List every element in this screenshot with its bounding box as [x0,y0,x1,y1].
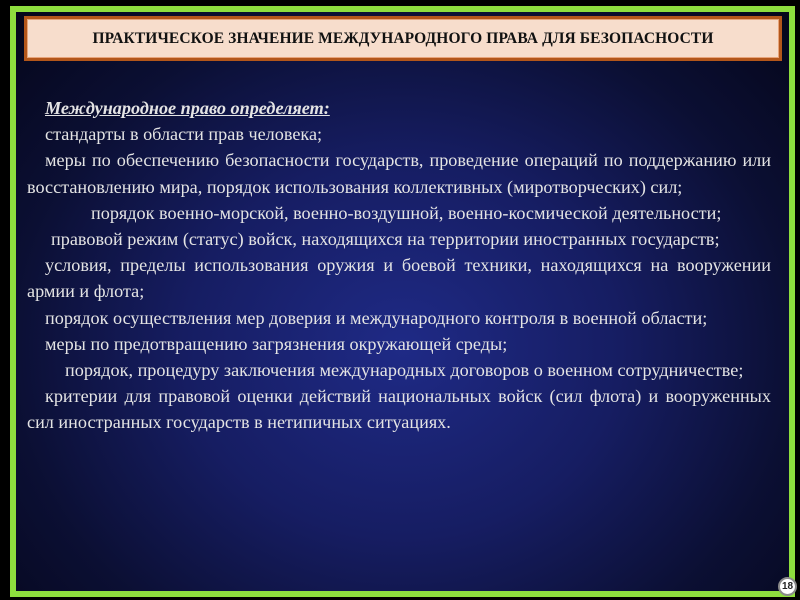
list-heading: Международное право определяет: [45,98,330,118]
content-body [27,95,771,436]
list-item: порядок осуществления мер доверия и международного контроля в военной области; [45,307,708,328]
list-item: порядок, процедуру заключения международных договоров о военном сотрудничестве; [65,360,744,381]
list-item: критерии для правовой оценки действий национальных войск (сил флота) и вооруженных сил иностранных государств в нетипичных ситуациях. [27,386,771,433]
list-item: меры по обеспечению безопасности государств, проведение операций по поддержанию или восстановлению мира, порядок использования коллективных (миротворческих) сил; [27,150,771,197]
list-item: меры по предотвращению загрязнения окружающей среды; [45,333,508,354]
page-number-badge [778,577,797,596]
title-bar [24,16,782,61]
slide-title: ПРАКТИЧЕСКОЕ ЗНАЧЕНИЕ МЕЖДУНАРОДНОГО ПРАВА ДЛЯ БЕЗОПАСНОСТИ [92,29,714,47]
list-item: правовой режим (статус) войск, находящихся на территории иностранных государств; [51,229,720,250]
page-number: 18 [781,581,794,592]
list-item: условия, пределы использования оружия и боевой техники, находящихся на вооружении армии и флота; [27,255,771,302]
list-item: стандарты в области прав человека; [45,124,323,145]
list-item: порядок военно-морской, военно-воздушной, военно-космической деятельности; [91,202,722,223]
